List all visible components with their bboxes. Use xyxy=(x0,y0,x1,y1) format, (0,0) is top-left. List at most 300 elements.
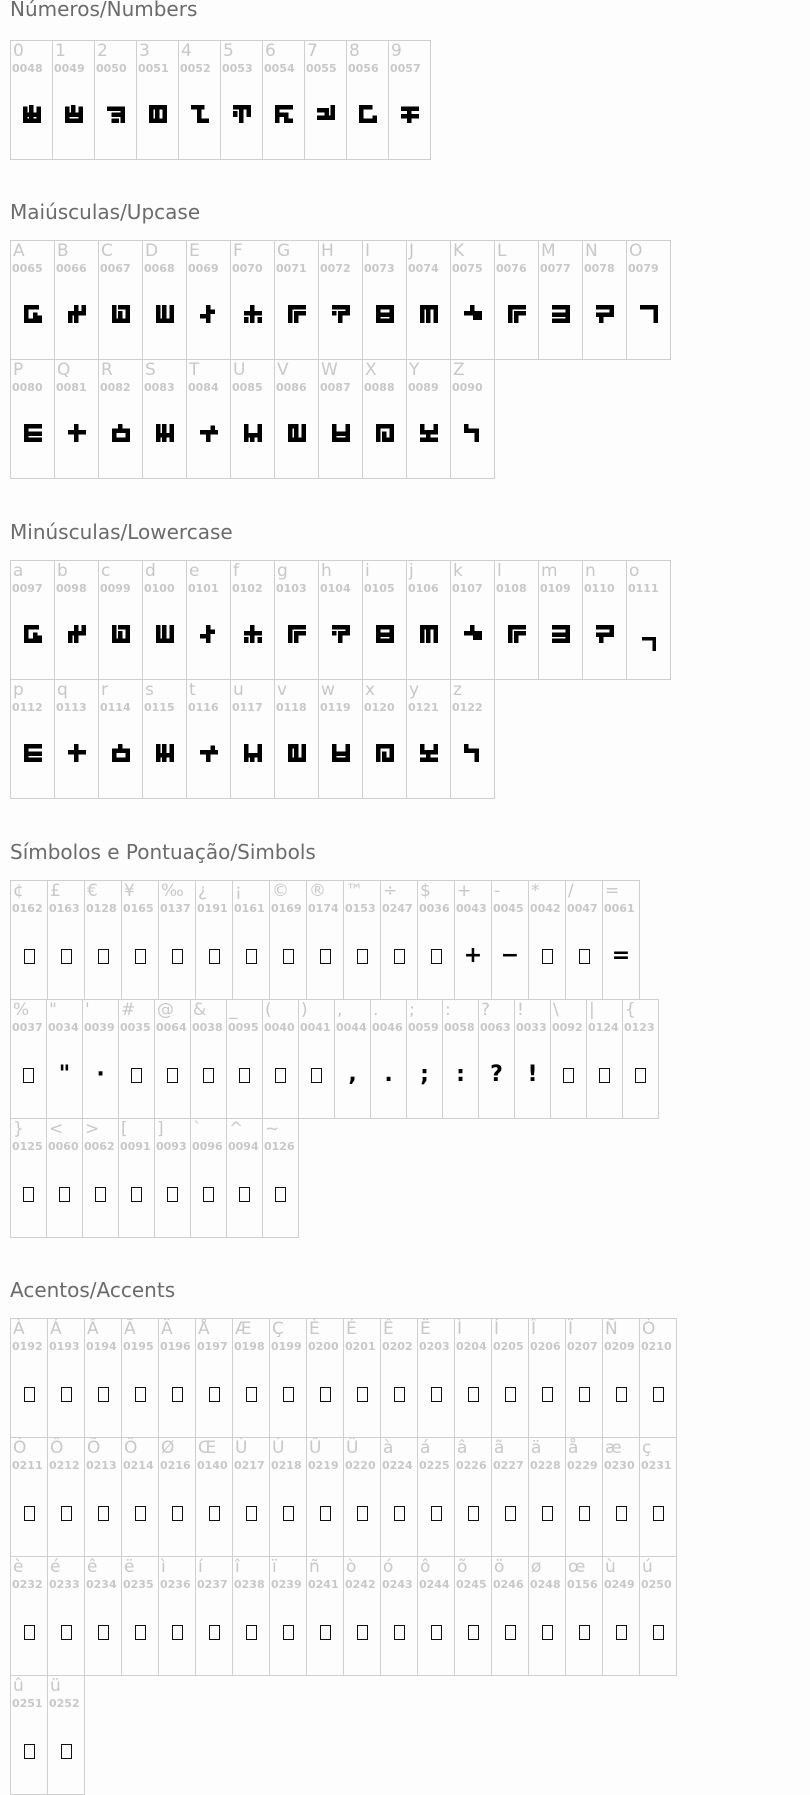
glyph-code-label: 0169 xyxy=(271,902,302,915)
glyph-preview xyxy=(196,1506,232,1532)
glyph-code-label: 0071 xyxy=(276,262,307,275)
glyph-preview xyxy=(381,1387,417,1413)
missing-glyph-icon xyxy=(23,1187,34,1202)
glyph-code-label: 0118 xyxy=(276,701,307,714)
glyph-char-label: á xyxy=(420,1438,431,1458)
missing-glyph-icon xyxy=(209,1506,220,1521)
glyph-cell xyxy=(191,1119,227,1238)
section-title: Minúsculas/Lowercase xyxy=(10,520,233,544)
glyph-cell xyxy=(455,1438,492,1557)
glyph-cell xyxy=(443,1000,479,1119)
missing-glyph-icon xyxy=(275,1068,286,1083)
missing-glyph-icon xyxy=(505,1387,516,1402)
glyph-code-label: 0248 xyxy=(530,1578,561,1591)
missing-glyph-icon xyxy=(357,1387,368,1402)
glyph-char-label: £ xyxy=(50,881,61,901)
glyph-code-label: 0116 xyxy=(188,701,219,714)
glyph-code-label: 0080 xyxy=(12,381,43,394)
missing-glyph-icon xyxy=(653,1625,664,1640)
glyph-code-label: 0081 xyxy=(56,381,87,394)
glyph-preview xyxy=(11,424,54,450)
glyph-cell xyxy=(455,881,492,1000)
glyph-cell xyxy=(231,241,275,360)
glyph-preview xyxy=(233,1625,269,1651)
glyph-char-label: 0 xyxy=(13,41,24,61)
glyph-cell xyxy=(587,1000,623,1119)
missing-glyph-icon xyxy=(61,1387,72,1402)
glyph-char-label: v xyxy=(277,680,288,700)
glyph-code-label: 0090 xyxy=(452,381,483,394)
glyph-char-label: T xyxy=(189,360,200,380)
glyph-cell xyxy=(492,881,529,1000)
glyph-preview xyxy=(187,305,230,331)
glyph-cell xyxy=(381,1438,418,1557)
glyph-cell xyxy=(55,561,99,680)
glyph-preview: ; xyxy=(420,1062,429,1087)
glyph-cell xyxy=(187,241,231,360)
glyph-code-label: 0217 xyxy=(234,1459,265,1472)
glyph-cell xyxy=(305,41,347,160)
glyph-preview xyxy=(551,1068,586,1094)
missing-glyph-icon xyxy=(394,949,405,964)
glyph-char-label: í xyxy=(198,1557,203,1577)
glyph-cell xyxy=(83,1119,119,1238)
glyph-char-label: Ú xyxy=(272,1438,285,1458)
glyph-code-label: 0109 xyxy=(540,582,571,595)
glyph-cell xyxy=(640,1557,677,1676)
glyph-preview: " xyxy=(58,1062,71,1087)
glyph-char-label: J xyxy=(409,241,415,261)
glyph-code-label: 0119 xyxy=(320,701,351,714)
glyph-code-label: 0232 xyxy=(12,1578,43,1591)
missing-glyph-icon xyxy=(283,949,294,964)
glyph-cell xyxy=(583,561,627,680)
glyph-char-label: g xyxy=(277,561,288,581)
missing-glyph-icon xyxy=(616,1387,627,1402)
glyph-char-label: ' xyxy=(85,1000,90,1020)
glyph-char-label: q xyxy=(57,680,68,700)
glyph-icon xyxy=(244,424,262,442)
glyph-preview xyxy=(83,1187,118,1213)
glyph-preview xyxy=(418,949,454,975)
glyph-preview xyxy=(227,1068,262,1094)
glyph-cell xyxy=(233,1438,270,1557)
glyph-code-label: 0162 xyxy=(12,902,43,915)
glyph-cell xyxy=(11,1319,48,1438)
glyph-cell xyxy=(299,1000,335,1119)
glyph-cell xyxy=(270,1438,307,1557)
glyph-preview xyxy=(48,1625,84,1651)
glyph-cell xyxy=(603,1319,640,1438)
section-title: Acentos/Accents xyxy=(10,1278,176,1302)
glyph-char-label: Í xyxy=(494,1319,500,1339)
glyph-code-label: 0079 xyxy=(628,262,659,275)
glyph-preview xyxy=(344,1506,380,1532)
glyph-code-label: 0163 xyxy=(49,902,80,915)
glyph-char-label: } xyxy=(13,1119,24,1139)
missing-glyph-icon xyxy=(542,1387,553,1402)
glyph-code-label: 0128 xyxy=(86,902,117,915)
glyph-code-label: 0122 xyxy=(452,701,483,714)
glyph-char-label: l xyxy=(497,561,502,581)
missing-glyph-icon xyxy=(131,1187,142,1202)
glyph-preview xyxy=(231,625,274,651)
glyph-code-label: 0077 xyxy=(540,262,571,275)
glyph-char-label: O xyxy=(629,241,643,261)
missing-glyph-icon xyxy=(209,1625,220,1640)
missing-glyph-icon xyxy=(616,1625,627,1640)
glyph-code-label: 0034 xyxy=(48,1021,79,1034)
glyph-preview xyxy=(529,1625,565,1651)
missing-glyph-icon xyxy=(61,1625,72,1640)
missing-glyph-icon xyxy=(320,1506,331,1521)
glyph-char-label: % xyxy=(13,1000,30,1020)
glyph-code-label: 0140 xyxy=(197,1459,228,1472)
glyph-char-label: . xyxy=(373,1000,379,1020)
glyph-preview xyxy=(143,744,186,770)
glyph-code-label: 0115 xyxy=(144,701,175,714)
glyph-code-label: 0101 xyxy=(188,582,219,595)
glyph-char-label: s xyxy=(145,680,154,700)
glyph-cell xyxy=(233,881,270,1000)
glyph-icon xyxy=(332,625,350,643)
glyph-cell xyxy=(187,561,231,680)
glyph-code-label: 0197 xyxy=(197,1340,228,1353)
glyph-row xyxy=(10,40,431,160)
missing-glyph-icon xyxy=(468,1387,479,1402)
glyph-preview: ? xyxy=(490,1062,503,1087)
glyph-cell xyxy=(231,680,275,799)
glyph-code-label: 0097 xyxy=(12,582,43,595)
glyph-preview xyxy=(627,305,670,331)
glyph-cell xyxy=(137,41,179,160)
glyph-preview xyxy=(187,625,230,651)
glyph-code-label: 0121 xyxy=(408,701,439,714)
glyph-preview xyxy=(363,424,406,450)
glyph-char-label: 9 xyxy=(391,41,402,61)
glyph-preview xyxy=(363,744,406,770)
glyph-char-label: Ê xyxy=(383,1319,394,1339)
glyph-char-label: p xyxy=(13,680,24,700)
glyph-icon xyxy=(233,105,251,123)
glyph-code-label: 0056 xyxy=(348,62,379,75)
missing-glyph-icon xyxy=(616,1506,627,1521)
glyph-preview xyxy=(587,1068,622,1094)
glyph-code-label: 0111 xyxy=(628,582,659,595)
missing-glyph-icon xyxy=(61,949,72,964)
glyph-code-label: 0192 xyxy=(12,1340,43,1353)
glyph-preview xyxy=(48,1506,84,1532)
glyph-cell xyxy=(270,1557,307,1676)
glyph-char-label: 1 xyxy=(55,41,66,61)
glyph-code-label: 0049 xyxy=(54,62,85,75)
glyph-cell xyxy=(233,1557,270,1676)
glyph-cell xyxy=(418,1557,455,1676)
glyph-char-label: M xyxy=(541,241,556,261)
glyph-preview xyxy=(187,424,230,450)
glyph-icon xyxy=(359,105,377,123)
glyph-cell xyxy=(275,680,319,799)
glyph-cell xyxy=(11,1438,48,1557)
missing-glyph-icon xyxy=(209,949,220,964)
glyph-cell xyxy=(270,881,307,1000)
missing-glyph-icon xyxy=(653,1506,664,1521)
glyph-preview xyxy=(191,1068,226,1094)
missing-glyph-icon xyxy=(98,949,109,964)
glyph-preview: : xyxy=(456,1062,465,1087)
glyph-icon xyxy=(112,424,130,442)
glyph-preview xyxy=(231,744,274,770)
glyph-code-label: 0040 xyxy=(264,1021,295,1034)
glyph-char-label: ô xyxy=(420,1557,431,1577)
glyph-preview xyxy=(122,1506,158,1532)
glyph-char-label: à xyxy=(383,1438,394,1458)
glyph-cell xyxy=(363,561,407,680)
glyph-char-label: € xyxy=(87,881,98,901)
missing-glyph-icon xyxy=(135,949,146,964)
glyph-preview xyxy=(53,105,94,131)
glyph-code-label: 0059 xyxy=(408,1021,439,1034)
glyph-char-label: Œ xyxy=(198,1438,217,1458)
glyph-preview xyxy=(418,1387,454,1413)
glyph-code-label: 0209 xyxy=(604,1340,635,1353)
glyph-preview xyxy=(319,625,362,651)
glyph-code-label: 0085 xyxy=(232,381,263,394)
glyph-preview xyxy=(11,305,54,331)
glyph-preview xyxy=(227,1187,262,1213)
glyph-preview xyxy=(55,424,98,450)
glyph-cell xyxy=(155,1119,191,1238)
glyph-icon xyxy=(332,424,350,442)
glyph-char-label: { xyxy=(625,1000,636,1020)
glyph-preview xyxy=(389,105,430,131)
glyph-cell xyxy=(159,1438,196,1557)
glyph-code-label: 0087 xyxy=(320,381,351,394)
glyph-char-label: e xyxy=(189,561,200,581)
glyph-char-label: : xyxy=(445,1000,451,1020)
glyph-row xyxy=(10,999,659,1119)
glyph-preview xyxy=(187,744,230,770)
glyph-cell xyxy=(270,1319,307,1438)
glyph-char-label: Û xyxy=(309,1438,322,1458)
glyph-code-label: 0245 xyxy=(456,1578,487,1591)
glyph-code-label: 0247 xyxy=(382,902,413,915)
glyph-preview xyxy=(363,305,406,331)
glyph-code-label: 0210 xyxy=(641,1340,672,1353)
glyph-code-label: 0091 xyxy=(120,1140,151,1153)
glyph-cell xyxy=(529,1438,566,1557)
glyph-char-label: Ñ xyxy=(605,1319,618,1339)
glyph-code-label: 0165 xyxy=(123,902,154,915)
glyph-icon xyxy=(156,625,174,643)
glyph-char-label: ã xyxy=(494,1438,505,1458)
glyph-cell xyxy=(122,1557,159,1676)
glyph-cell xyxy=(495,241,539,360)
glyph-char-label: i xyxy=(365,561,370,581)
glyph-cell xyxy=(371,1000,407,1119)
glyph-char-label: è xyxy=(13,1557,24,1577)
glyph-char-label: E xyxy=(189,241,200,261)
missing-glyph-icon xyxy=(579,1506,590,1521)
glyph-cell xyxy=(344,1319,381,1438)
glyph-preview xyxy=(159,1506,195,1532)
glyph-code-label: 0099 xyxy=(100,582,131,595)
missing-glyph-icon xyxy=(172,1625,183,1640)
missing-glyph-icon xyxy=(246,1506,257,1521)
glyph-icon xyxy=(317,105,335,123)
glyph-code-label: 0120 xyxy=(364,701,395,714)
glyph-preview xyxy=(275,305,318,331)
glyph-preview xyxy=(603,1506,639,1532)
glyph-cell xyxy=(85,1438,122,1557)
glyph-char-label: Ç xyxy=(272,1319,284,1339)
glyph-preview xyxy=(566,1625,602,1651)
glyph-preview xyxy=(455,1387,491,1413)
glyph-cell xyxy=(307,1319,344,1438)
glyph-code-label: 0098 xyxy=(56,582,87,595)
glyph-code-label: 0238 xyxy=(234,1578,265,1591)
glyph-preview xyxy=(95,105,136,131)
glyph-cell xyxy=(11,41,53,160)
missing-glyph-icon xyxy=(209,1387,220,1402)
glyph-cell xyxy=(451,561,495,680)
glyph-code-label: 0041 xyxy=(300,1021,331,1034)
glyph-preview: ! xyxy=(527,1062,538,1087)
glyph-icon xyxy=(552,625,570,643)
glyph-cell xyxy=(627,561,671,680)
glyph-char-label: ì xyxy=(161,1557,166,1577)
glyph-code-label: 0061 xyxy=(604,902,635,915)
glyph-char-label: G xyxy=(277,241,291,261)
glyph-cell xyxy=(47,1119,83,1238)
glyph-char-label: Ó xyxy=(13,1438,27,1458)
glyph-cell xyxy=(492,1557,529,1676)
glyph-cell xyxy=(455,1319,492,1438)
glyph-cell xyxy=(418,881,455,1000)
glyph-code-label: 0047 xyxy=(567,902,598,915)
glyph-preview xyxy=(529,949,565,975)
glyph-preview xyxy=(85,1506,121,1532)
glyph-code-label: 0246 xyxy=(493,1578,524,1591)
glyph-cell xyxy=(99,680,143,799)
glyph-cell xyxy=(47,1000,83,1119)
missing-glyph-icon xyxy=(172,949,183,964)
glyph-preview xyxy=(191,1187,226,1213)
missing-glyph-icon xyxy=(239,1068,250,1083)
glyph-preview xyxy=(583,305,626,331)
glyph-code-label: 0202 xyxy=(382,1340,413,1353)
glyph-code-label: 0220 xyxy=(345,1459,376,1472)
glyph-preview: · xyxy=(96,1062,105,1087)
glyph-code-label: 0198 xyxy=(234,1340,265,1353)
glyph-code-label: 0204 xyxy=(456,1340,487,1353)
glyph-icon xyxy=(420,424,438,442)
glyph-cell xyxy=(196,1557,233,1676)
missing-glyph-icon xyxy=(59,1187,70,1202)
glyph-icon xyxy=(107,105,125,123)
glyph-cell xyxy=(451,360,495,479)
glyph-code-label: 0193 xyxy=(49,1340,80,1353)
glyph-char-label: w xyxy=(321,680,335,700)
missing-glyph-icon xyxy=(167,1068,178,1083)
glyph-cell xyxy=(344,881,381,1000)
glyph-preview xyxy=(307,1625,343,1651)
glyph-cell xyxy=(640,1319,677,1438)
glyph-char-label: m xyxy=(541,561,558,581)
glyph-cell xyxy=(143,680,187,799)
glyph-char-label: Å xyxy=(198,1319,210,1339)
missing-glyph-icon xyxy=(172,1387,183,1402)
glyph-icon xyxy=(200,625,218,643)
glyph-char-label: t xyxy=(189,680,196,700)
glyph-code-label: 0213 xyxy=(86,1459,117,1472)
glyph-preview xyxy=(319,305,362,331)
missing-glyph-icon xyxy=(431,949,442,964)
missing-glyph-icon xyxy=(357,1625,368,1640)
missing-glyph-icon xyxy=(320,1387,331,1402)
glyph-preview xyxy=(11,1625,47,1651)
missing-glyph-icon xyxy=(203,1187,214,1202)
glyph-icon xyxy=(420,744,438,762)
glyph-char-label: ! xyxy=(517,1000,524,1020)
glyph-cell xyxy=(85,1319,122,1438)
glyph-char-label: Y xyxy=(409,360,420,380)
glyph-cell xyxy=(11,1000,47,1119)
glyph-cell xyxy=(187,680,231,799)
glyph-code-label: 0216 xyxy=(160,1459,191,1472)
glyph-char-label: $ xyxy=(420,881,431,901)
glyph-preview xyxy=(492,1387,528,1413)
glyph-icon xyxy=(156,305,174,323)
glyph-preview xyxy=(233,1387,269,1413)
glyph-cell xyxy=(347,41,389,160)
missing-glyph-icon xyxy=(24,949,35,964)
glyph-code-label: 0200 xyxy=(308,1340,339,1353)
glyph-preview xyxy=(299,1068,334,1094)
glyph-preview xyxy=(99,625,142,651)
missing-glyph-icon xyxy=(98,1625,109,1640)
glyph-icon xyxy=(200,424,218,442)
glyph-code-label: 0038 xyxy=(192,1021,223,1034)
glyph-code-label: 0205 xyxy=(493,1340,524,1353)
glyph-char-label: I xyxy=(365,241,371,261)
glyph-icon xyxy=(68,744,86,762)
glyph-char-label: À xyxy=(13,1319,25,1339)
glyph-code-label: 0053 xyxy=(222,62,253,75)
missing-glyph-icon xyxy=(283,1506,294,1521)
glyph-code-label: 0078 xyxy=(584,262,615,275)
glyph-row xyxy=(10,1437,677,1557)
glyph-code-label: 0174 xyxy=(308,902,339,915)
glyph-row xyxy=(10,1556,677,1676)
glyph-preview xyxy=(455,1506,491,1532)
glyph-cell xyxy=(263,1119,299,1238)
glyph-code-label: 0073 xyxy=(364,262,395,275)
glyph-icon xyxy=(65,105,83,123)
missing-glyph-icon xyxy=(357,949,368,964)
glyph-char-label: F xyxy=(233,241,243,261)
glyph-code-label: 0195 xyxy=(123,1340,154,1353)
glyph-char-label: u xyxy=(233,680,244,700)
glyph-char-label: ‰ xyxy=(161,881,184,901)
glyph-code-label: 0092 xyxy=(552,1021,583,1034)
glyph-code-label: 0113 xyxy=(56,701,87,714)
glyph-preview xyxy=(233,949,269,975)
glyph-char-label: Ü xyxy=(346,1438,359,1458)
glyph-code-label: 0069 xyxy=(188,262,219,275)
glyph-code-label: 0070 xyxy=(232,262,263,275)
glyph-char-label: ö xyxy=(494,1557,505,1577)
